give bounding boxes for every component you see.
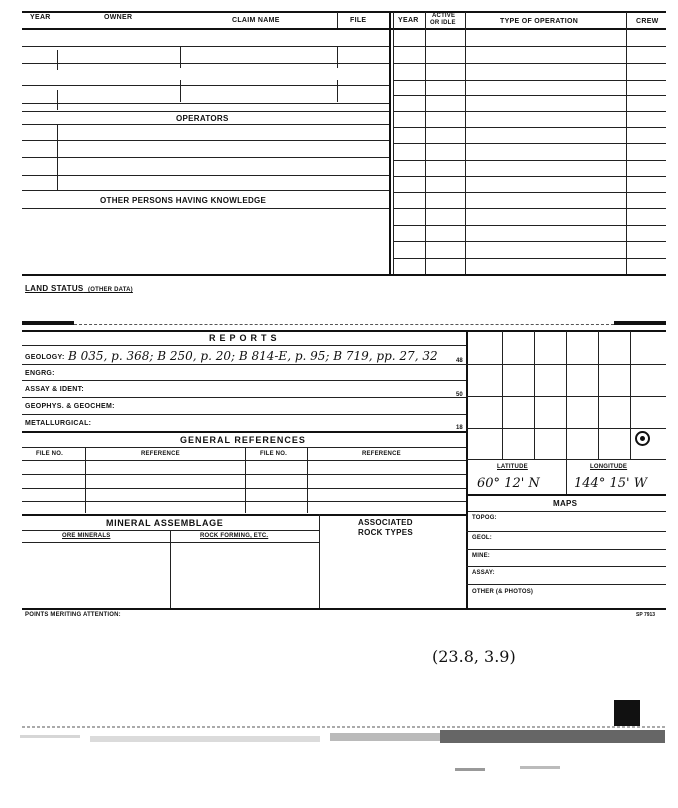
form-number: SP 7913 bbox=[636, 612, 656, 618]
genref-col bbox=[245, 447, 246, 513]
maps-line bbox=[466, 584, 666, 585]
grid-col bbox=[502, 331, 503, 459]
reports-line bbox=[22, 414, 466, 415]
grid-row bbox=[466, 428, 666, 429]
maps-geol: GEOL: bbox=[472, 535, 492, 541]
scan-noise bbox=[0, 700, 678, 808]
ops-row-line bbox=[393, 143, 666, 144]
latitude-label: LATITUDE bbox=[497, 464, 528, 470]
owner-tick bbox=[57, 50, 58, 70]
reports-right-border bbox=[466, 331, 468, 511]
reports-line bbox=[22, 345, 466, 346]
ops-row-line bbox=[393, 225, 666, 226]
report-label-metallurgical: METALLURGICAL: bbox=[25, 420, 92, 427]
col-sep-main bbox=[389, 12, 391, 274]
owner-tick bbox=[337, 46, 338, 68]
genref-header-reference-1: REFERENCE bbox=[141, 451, 180, 457]
owner-tick bbox=[180, 80, 181, 102]
longitude-value: 144° 15' W bbox=[574, 476, 648, 491]
reports-line bbox=[22, 380, 466, 381]
ops-row-line bbox=[393, 241, 666, 242]
grid-col bbox=[566, 331, 567, 459]
location-dot-icon bbox=[640, 436, 645, 441]
operators-line bbox=[22, 157, 389, 158]
genref-header-file-no-1: FILE NO. bbox=[36, 451, 63, 457]
owner-row-line bbox=[22, 85, 389, 86]
operators-line bbox=[22, 175, 389, 176]
header-owner: OWNER bbox=[104, 14, 133, 21]
maps-mine: MINE: bbox=[472, 553, 490, 559]
coordinates-note: (23.8, 3.9) bbox=[432, 647, 516, 666]
report-num-metallurgical: 18 bbox=[456, 425, 463, 431]
report-value-geology: B 035, p. 368; B 250, p. 20; B 814-E, p. 95; B 719, pp. 27, 32 bbox=[68, 349, 438, 363]
top-rule bbox=[22, 11, 666, 13]
latlong-divider bbox=[566, 459, 567, 494]
general-references-title: GENERAL REFERENCES bbox=[180, 435, 306, 445]
grid-row bbox=[466, 396, 666, 397]
bottom-rule bbox=[22, 608, 666, 610]
header-or-idle: OR IDLE bbox=[430, 20, 456, 26]
reports-bottom-rule bbox=[22, 431, 466, 433]
genref-header-file-no-2: FILE NO. bbox=[260, 451, 287, 457]
reports-title: REPORTS bbox=[209, 333, 281, 343]
report-label-geophys: GEOPHYS. & GEOCHEM: bbox=[25, 403, 115, 410]
reports-line bbox=[22, 364, 466, 365]
scan-noise-smear bbox=[20, 735, 80, 738]
genref-col bbox=[307, 447, 308, 513]
land-status-sublabel: (OTHER DATA) bbox=[88, 287, 133, 293]
reports-line bbox=[22, 397, 466, 398]
ops-row-line bbox=[393, 63, 666, 64]
operators-line bbox=[22, 140, 389, 141]
owner-row-line bbox=[22, 103, 389, 104]
scan-noise-smear bbox=[520, 766, 560, 769]
rock-types-label: ROCK TYPES bbox=[358, 528, 414, 537]
genref-col bbox=[85, 447, 86, 513]
longitude-label: LONGITUDE bbox=[590, 464, 628, 470]
scan-noise-smear bbox=[90, 736, 320, 742]
ops-row-line bbox=[393, 176, 666, 177]
header-year-2: YEAR bbox=[398, 17, 419, 24]
report-label-assay: ASSAY & IDENT: bbox=[25, 386, 85, 393]
latitude-value: 60° 12' N bbox=[477, 476, 540, 491]
header-file: FILE bbox=[350, 17, 367, 24]
maps-line bbox=[466, 531, 666, 532]
header-year: YEAR bbox=[30, 14, 51, 21]
other-persons-line bbox=[22, 208, 389, 209]
ops-row-line bbox=[393, 111, 666, 112]
ops-row-line bbox=[393, 208, 666, 209]
maps-other: OTHER (& PHOTOS) bbox=[472, 589, 534, 595]
header-claim-name: CLAIM NAME bbox=[232, 17, 280, 24]
ops-row-line bbox=[393, 95, 666, 96]
mineral-col-sep bbox=[170, 530, 171, 608]
mineral-col-sep bbox=[319, 514, 320, 608]
report-label-engrg: ENGRG: bbox=[25, 370, 55, 377]
genref-bottom-rule bbox=[22, 514, 466, 516]
genref-line bbox=[22, 488, 466, 489]
band-mark-right bbox=[614, 321, 666, 325]
owner-row-line bbox=[22, 46, 389, 47]
associated-label: ASSOCIATED bbox=[358, 518, 413, 527]
rock-forming-label: ROCK FORMING, ETC. bbox=[200, 533, 269, 539]
ops-row-line bbox=[393, 258, 666, 259]
genref-line bbox=[22, 474, 466, 475]
header-type-of-operation: TYPE OF OPERATION bbox=[500, 18, 579, 25]
report-label-geology: GEOLOGY: bbox=[25, 354, 65, 361]
operators-top-line bbox=[22, 111, 389, 112]
header-active: ACTIVE bbox=[432, 13, 456, 19]
ops-row-line bbox=[393, 127, 666, 128]
band-dashed bbox=[74, 324, 614, 325]
points-meriting-attention: POINTS MERITING ATTENTION: bbox=[25, 612, 121, 618]
ore-minerals-label: ORE MINERALS bbox=[62, 533, 111, 539]
band-mark-left bbox=[22, 321, 74, 325]
scan-noise-smear bbox=[440, 730, 665, 743]
land-status bbox=[25, 278, 133, 296]
scan-noise-block bbox=[614, 700, 640, 726]
owner-tick bbox=[180, 46, 181, 68]
maps-line bbox=[466, 549, 666, 550]
maps-left-border bbox=[466, 511, 468, 608]
ops-row-line bbox=[393, 80, 666, 81]
top-section-bottom-rule bbox=[22, 274, 666, 276]
owner-row-line bbox=[22, 63, 389, 64]
header-crew: CREW bbox=[636, 18, 659, 25]
operators-line bbox=[22, 190, 389, 191]
operators-title: OPERATORS bbox=[176, 114, 229, 123]
scan-noise-smear bbox=[455, 768, 485, 771]
ops-row-line bbox=[393, 160, 666, 161]
latlong-bottom-rule bbox=[466, 494, 666, 496]
owner-tick bbox=[337, 80, 338, 102]
report-num-geology: 48 bbox=[456, 358, 463, 364]
genref-header-reference-2: REFERENCE bbox=[362, 451, 401, 457]
genref-line bbox=[22, 501, 466, 502]
header-bottom-rule bbox=[22, 28, 666, 30]
grid-col bbox=[630, 331, 631, 459]
maps-assay: ASSAY: bbox=[472, 570, 495, 576]
genref-line bbox=[22, 460, 466, 461]
land-status-label: LAND STATUS bbox=[25, 284, 84, 293]
genref-line bbox=[22, 447, 466, 448]
grid-col bbox=[534, 331, 535, 459]
col-sep bbox=[337, 12, 338, 28]
maps-topog: TOPOG: bbox=[472, 515, 497, 521]
grid-row bbox=[466, 364, 666, 365]
report-num-assay: 50 bbox=[456, 392, 463, 398]
operators-line bbox=[22, 124, 389, 125]
other-persons-title: OTHER PERSONS HAVING KNOWLEDGE bbox=[100, 196, 267, 205]
mineral-assemblage-title: MINERAL ASSEMBLAGE bbox=[106, 518, 224, 528]
reports-top-rule bbox=[22, 330, 666, 332]
maps-line bbox=[466, 566, 666, 567]
location-circle-icon bbox=[635, 431, 650, 446]
maps-line bbox=[466, 511, 666, 512]
grid-col bbox=[598, 331, 599, 459]
scan-noise-smear bbox=[330, 733, 440, 741]
ops-row-line bbox=[393, 46, 666, 47]
owner-tick bbox=[57, 90, 58, 110]
ops-row-line bbox=[393, 192, 666, 193]
maps-title: MAPS bbox=[553, 499, 578, 508]
